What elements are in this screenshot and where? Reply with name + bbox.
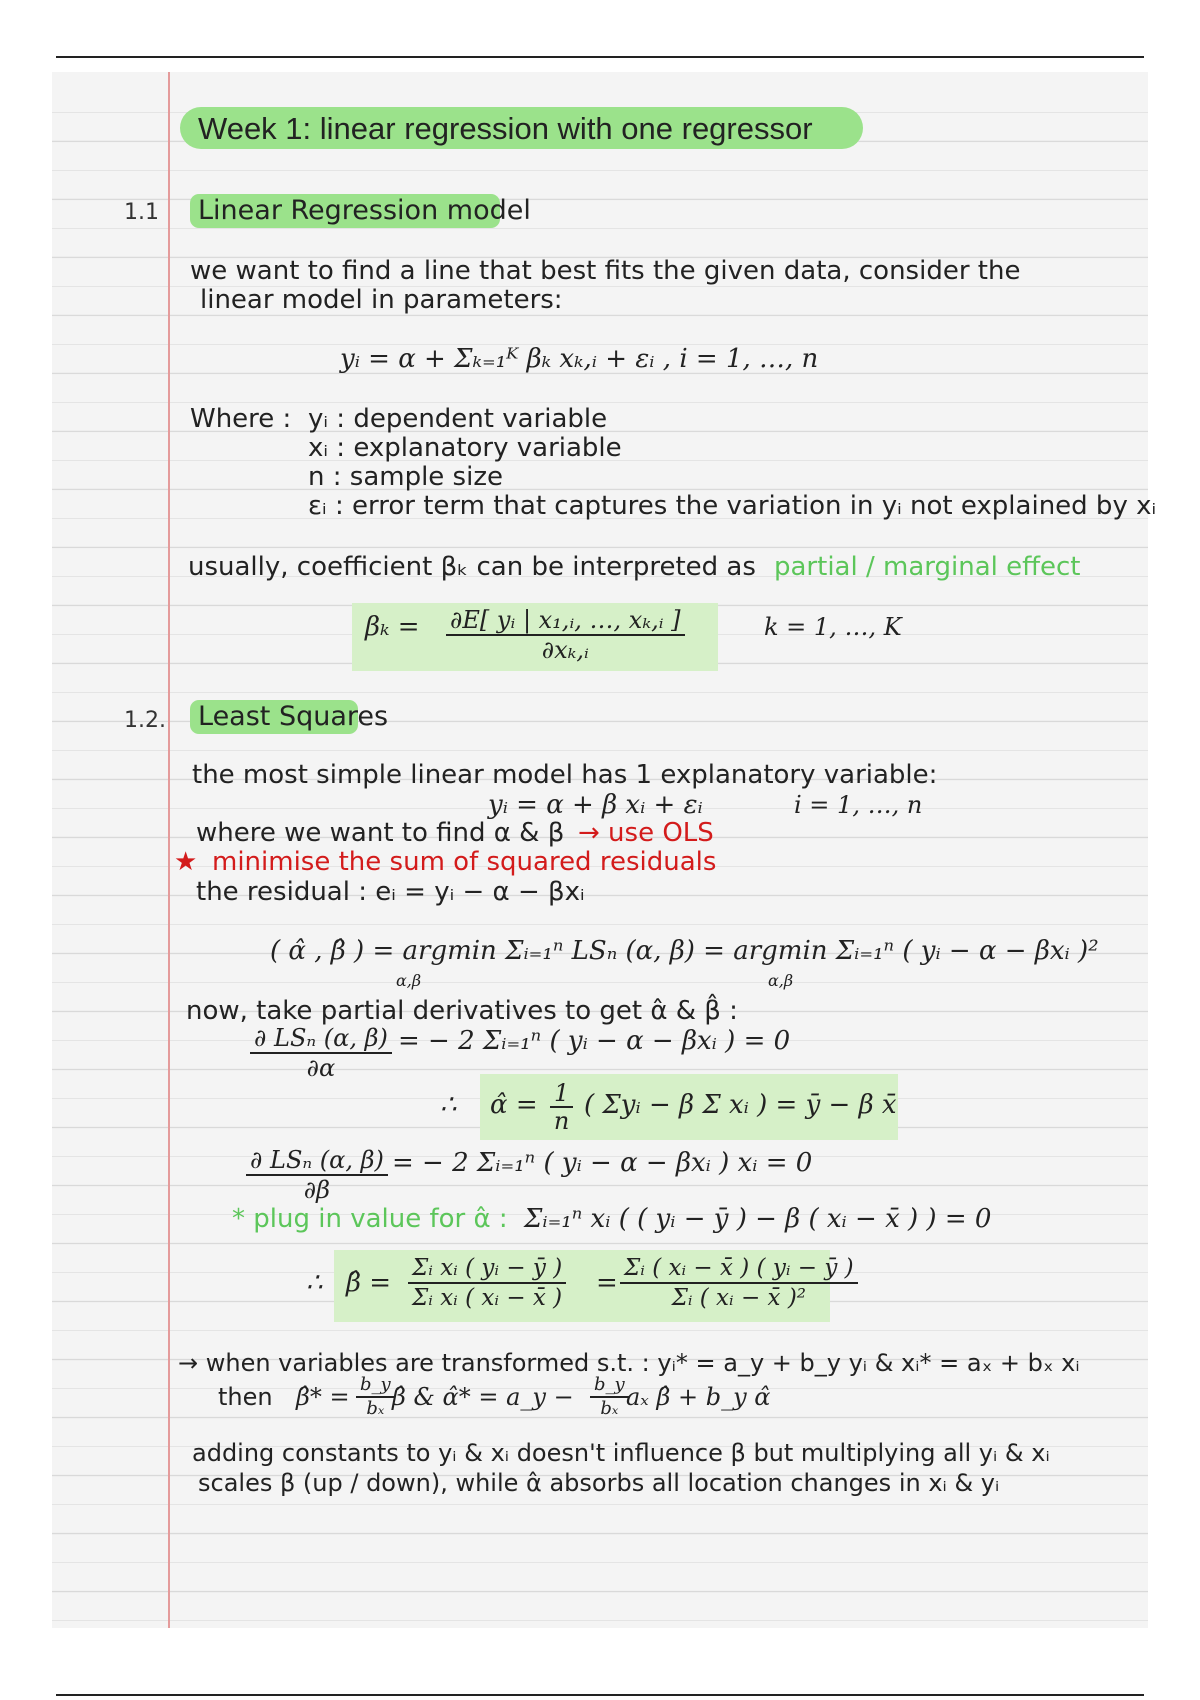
definition-yi: yᵢ : dependent variable — [308, 404, 608, 434]
top-rule — [56, 56, 1144, 58]
beta-hat-numerator-2: Σᵢ ( xᵢ − x̄ ) ( yᵢ − ȳ ) — [620, 1254, 858, 1284]
definition-n: n : sample size — [308, 462, 503, 492]
section-heading-1-1: Linear Regression model — [198, 195, 531, 226]
alpha-hat-lhs: α̂ = — [490, 1090, 538, 1120]
then-alpha-tail: aₓ β̂ + b_y α̂ — [626, 1383, 771, 1411]
definition-epsilon: εᵢ : error term that captures the variation in yᵢ not explained by xᵢ — [308, 491, 1157, 521]
beta-range: k = 1, …, K — [764, 613, 902, 641]
beta-hat-denominator-2: Σᵢ ( xᵢ − x̄ )² — [671, 1285, 807, 1311]
minimise-text: minimise the sum of squared residuals — [212, 847, 717, 877]
section-heading-highlight-1-1 — [190, 194, 531, 228]
alpha-hat-fraction — [550, 1080, 573, 1134]
therefore-symbol-1: ∴ — [440, 1090, 457, 1120]
definition-xi: xᵢ : explanatory variable — [308, 433, 622, 463]
beta-numerator: ∂E[ yᵢ | x₁,ᵢ, …, xₖ,ᵢ ] — [446, 606, 685, 636]
model-equation: yᵢ = α + Σₖ₌₁ᴷ βₖ xₖ,ᵢ + εᵢ , i = 1, …, n — [340, 344, 819, 374]
then-fraction-1-numerator: b_y — [356, 1374, 395, 1398]
beta-hat-fraction-1 — [408, 1254, 566, 1312]
use-ols-text: → use OLS — [578, 818, 714, 848]
partial-derivatives-text: now, take partial derivatives to get α̂ & β̂ : — [186, 996, 738, 1026]
section-heading-1-2: Least Squares — [198, 701, 389, 732]
argmin-equation: ( α̂ , β̂ ) = argmin Σᵢ₌₁ⁿ LSₙ (α, β) = argmin Σᵢ₌₁ⁿ ( yᵢ − α − βxᵢ )² — [270, 936, 1099, 966]
section-number-1-1: 1.1 — [124, 200, 159, 225]
dbeta-numerator: ∂ LSₙ (α, β) — [246, 1146, 388, 1176]
beta-lhs: βₖ = — [365, 612, 420, 642]
section-number-1-2: 1.2. — [124, 708, 166, 733]
alpha-hat-denominator: n — [553, 1107, 570, 1135]
beta-hat-fraction-2 — [620, 1254, 858, 1312]
star-icon: ★ — [174, 847, 198, 877]
then-fraction-1-denominator: bₓ — [366, 1398, 385, 1419]
plug-in-note: * plug in value for α̂ : — [232, 1204, 508, 1234]
plug-in-equation: Σᵢ₌₁ⁿ xᵢ ( ( yᵢ − ȳ ) − β ( xᵢ − x̄ ) ) = 0 — [524, 1204, 992, 1234]
dalpha-denominator: ∂α — [306, 1054, 336, 1082]
then-label: then — [218, 1383, 273, 1411]
then-fraction-1 — [356, 1374, 395, 1420]
alpha-hat-numerator: 1 — [550, 1080, 573, 1108]
dalpha-numerator: ∂ LSₙ (α, β) — [250, 1024, 392, 1054]
intro-line-2: linear model in parameters: — [200, 285, 563, 315]
partial-effect-highlight: partial / marginal effect — [774, 552, 1081, 582]
dalpha-fraction — [250, 1024, 392, 1082]
conclusion-line-2: scales β (up / down), while α̂ absorbs all location changes in xᵢ & yᵢ — [198, 1469, 1000, 1497]
intro-line-1: we want to find a line that best fits the given data, consider the — [190, 256, 1021, 286]
then-beta: β̂* = — [296, 1383, 350, 1411]
dbeta-equation: = − 2 Σᵢ₌₁ⁿ ( yᵢ − α − βxᵢ ) xᵢ = 0 — [392, 1148, 813, 1178]
simple-model-range: i = 1, …, n — [794, 791, 923, 819]
then-fraction-2-numerator: b_y — [590, 1374, 629, 1398]
section-heading-highlight-1-2 — [190, 700, 389, 734]
residual-definition: the residual : eᵢ = yᵢ − α − βxᵢ — [196, 877, 585, 907]
simple-model-equation: yᵢ = α + β xᵢ + εᵢ — [488, 790, 703, 820]
beta-hat-denominator-1: Σᵢ xᵢ ( xᵢ − x̄ ) — [412, 1285, 563, 1311]
dbeta-fraction — [246, 1146, 388, 1204]
bottom-rule — [56, 1694, 1144, 1696]
then-fraction-2-denominator: bₓ — [600, 1398, 619, 1419]
dalpha-equation: = − 2 Σᵢ₌₁ⁿ ( yᵢ − α − βxᵢ ) = 0 — [398, 1026, 791, 1056]
then-beta-tail: β̂ & α̂* = a_y − — [392, 1383, 574, 1411]
beta-hat-equals: = — [596, 1268, 618, 1298]
coefficient-text: usually, coefficient βₖ can be interpreted as — [188, 552, 756, 582]
argmin-subscript-1: α,β — [396, 971, 422, 990]
argmin-subscript-2: α,β — [768, 971, 794, 990]
find-alpha-beta-text: where we want to find α & β — [196, 818, 565, 848]
margin-line — [168, 72, 170, 1628]
therefore-symbol-2: ∴ — [306, 1268, 323, 1298]
beta-denominator: ∂xₖ,ᵢ — [541, 636, 589, 664]
where-label: Where : — [190, 404, 292, 434]
beta-fraction — [446, 606, 685, 664]
beta-hat-numerator-1: Σᵢ xᵢ ( yᵢ − ȳ ) — [408, 1254, 566, 1284]
simple-model-text: the most simple linear model has 1 explanatory variable: — [192, 760, 938, 790]
beta-hat-lhs: β̂ = — [346, 1268, 392, 1298]
then-fraction-2 — [590, 1374, 629, 1420]
transform-line: → when variables are transformed s.t. : yᵢ* = a_y + b_y yᵢ & xᵢ* = aₓ + bₓ xᵢ — [178, 1349, 1080, 1377]
conclusion-line-1: adding constants to yᵢ & xᵢ doesn't influence β but multiplying all yᵢ & xᵢ — [192, 1439, 1050, 1467]
page-title: Week 1: linear regression with one regressor — [198, 111, 813, 146]
page-title-highlight — [180, 107, 863, 149]
dbeta-denominator: ∂β — [303, 1176, 331, 1204]
alpha-hat-rhs: ( Σyᵢ − β Σ xᵢ ) = ȳ − β x̄ — [584, 1090, 897, 1120]
